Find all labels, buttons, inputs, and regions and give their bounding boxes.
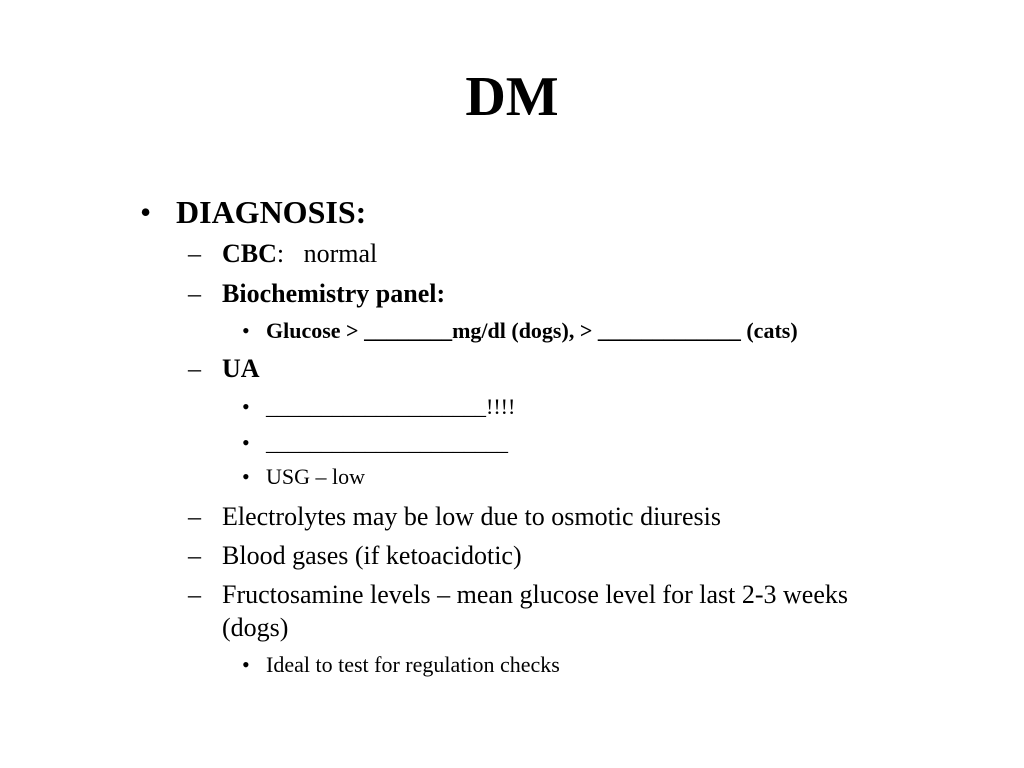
slide-title: DM bbox=[465, 66, 559, 128]
electrolytes-item: Electrolytes may be low due to osmotic diuresis bbox=[222, 502, 721, 531]
diagnosis-heading: DIAGNOSIS: bbox=[176, 194, 367, 230]
bullet-icon: • bbox=[242, 464, 250, 489]
ua-item: UA bbox=[222, 354, 260, 383]
cbc-value: : normal bbox=[276, 239, 378, 268]
ua-blank-item-2: ______________________ bbox=[266, 430, 508, 455]
biochemistry-item: Biochemistry panel: bbox=[222, 279, 446, 308]
dash-icon: – bbox=[188, 239, 201, 268]
blood-gases-item: Blood gases (if ketoacidotic) bbox=[222, 541, 522, 570]
dash-icon: – bbox=[188, 541, 201, 570]
dash-icon: – bbox=[188, 279, 201, 308]
dash-icon: – bbox=[188, 354, 201, 383]
dash-icon: – bbox=[188, 502, 201, 531]
bullet-icon: • bbox=[242, 394, 250, 419]
glucose-item: Glucose > ________mg/dl (dogs), > _____________ (cats) bbox=[266, 318, 798, 343]
bullet-icon: • bbox=[140, 194, 152, 230]
cbc-label: CBC bbox=[222, 239, 277, 268]
cbc-item bbox=[222, 241, 377, 267]
fructosamine-item-line-1: Fructosamine levels – mean glucose level for last 2-3 weeks bbox=[222, 580, 848, 609]
usg-item: USG – low bbox=[266, 464, 366, 489]
fructosamine-item-line-2: (dogs) bbox=[222, 613, 289, 642]
dash-icon: – bbox=[188, 580, 201, 609]
ideal-item: Ideal to test for regulation checks bbox=[266, 652, 560, 677]
ua-blank-item-1: ____________________!!!! bbox=[266, 394, 516, 419]
bullet-icon: • bbox=[242, 430, 250, 455]
bullet-icon: • bbox=[242, 652, 250, 677]
bullet-icon: • bbox=[242, 318, 250, 343]
